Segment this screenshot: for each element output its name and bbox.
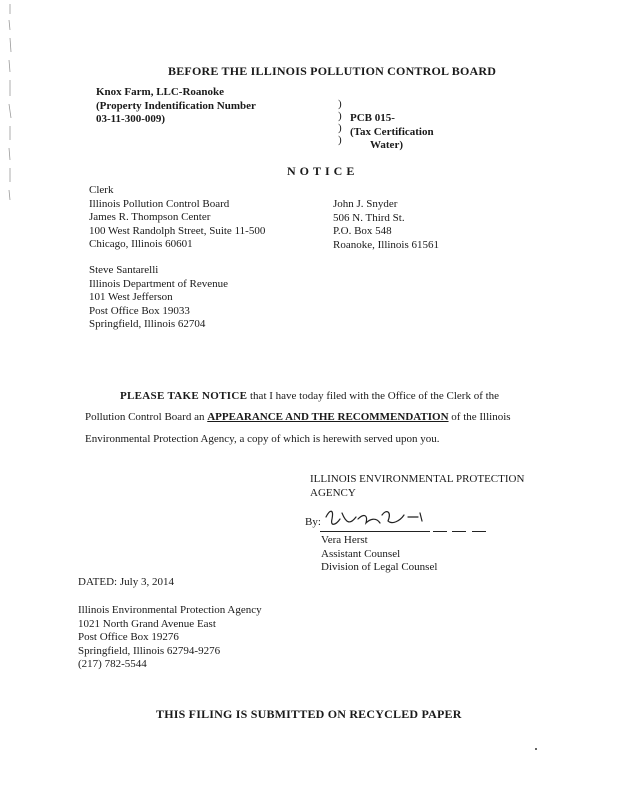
signer-name: Vera Herst	[321, 534, 368, 546]
address-line: P.O. Box 548	[333, 225, 392, 237]
signature-line	[320, 531, 430, 532]
docket-number: PCB 015-	[350, 112, 395, 124]
signature-line-dash	[472, 531, 486, 532]
address-line: Clerk	[89, 184, 114, 196]
notice-text: Pollution Control Board an	[85, 411, 208, 423]
scan-speck	[535, 748, 537, 750]
address-line: Illinois Department of Revenue	[89, 277, 228, 290]
scan-margin-marks	[3, 0, 17, 210]
signer-division: Division of Legal Counsel	[321, 561, 438, 573]
agency-line: AGENCY	[310, 486, 356, 499]
addressee-snyder	[333, 198, 439, 252]
addressee-revenue	[89, 264, 228, 332]
filed-document-title: APPEARANCE AND THE RECOMMENDATION	[207, 411, 449, 423]
address-line: Illinois Environmental Protection Agency	[78, 604, 262, 616]
signature-line-dash	[433, 531, 447, 532]
address-line: 101 West Jefferson	[89, 291, 173, 303]
notice-lead: PLEASE TAKE NOTICE	[120, 390, 248, 402]
signature-agency	[310, 473, 524, 500]
notice-text: that I have today filed with the Office of the Clerk of the	[247, 390, 500, 402]
dated-line: DATED: July 3, 2014	[78, 576, 174, 588]
address-line: Illinois Pollution Control Board	[89, 197, 230, 210]
address-line: 100 West Randolph Street, Suite 11-500	[89, 224, 266, 237]
address-line: Springfield, Illinois 62794-9276	[78, 644, 221, 657]
notice-text: of the Illinois	[448, 411, 511, 423]
address-line: Steve Santarelli	[89, 264, 159, 276]
document-heading: BEFORE THE ILLINOIS POLLUTION CONTROL BOARD	[168, 64, 497, 78]
addressee-clerk	[89, 184, 265, 252]
caption-line: (Property Indentification Number	[96, 99, 256, 112]
address-line: Post Office Box 19033	[89, 304, 190, 317]
recycled-paper-footer: THIS FILING IS SUBMITTED ON RECYCLED PAPER	[156, 707, 462, 721]
address-line: 1021 North Grand Avenue East	[78, 617, 216, 630]
notice-body-line-1	[120, 389, 499, 403]
address-line: Post Office Box 19276	[78, 631, 179, 643]
signer-details	[321, 534, 437, 575]
address-line: John J. Snyder	[333, 198, 398, 210]
address-line: James R. Thompson Center	[89, 211, 211, 223]
handwritten-signature	[322, 505, 432, 533]
docket-line: (Tax Certification	[350, 125, 434, 138]
caption-line: 03-11-300-009)	[96, 113, 166, 125]
address-line: (217) 782-5544	[78, 658, 147, 670]
caption-brackets: ) ) ) )	[338, 98, 342, 146]
signature-line-dash	[452, 531, 466, 532]
address-line: 506 N. Third St.	[333, 211, 405, 224]
case-caption-party	[96, 86, 256, 127]
address-line: Chicago, Illinois 60601	[89, 238, 193, 250]
address-line: Springfield, Illinois 62704	[89, 318, 206, 330]
signer-title: Assistant Counsel	[321, 547, 401, 560]
docket-line: Water)	[370, 139, 403, 151]
address-line: Roanoke, Illinois 61561	[333, 238, 440, 251]
agency-address	[78, 604, 262, 672]
notice-body-line-3: Environmental Protection Agency, a copy of which is herewith served upon you.	[85, 433, 440, 445]
by-label: By:	[305, 516, 321, 528]
case-caption-docket	[350, 112, 434, 153]
notice-title: NOTICE	[287, 164, 359, 178]
caption-line: Knox Farm, LLC-Roanoke	[96, 86, 225, 98]
agency-line: ILLINOIS ENVIRONMENTAL PROTECTION	[310, 473, 525, 485]
notice-body-line-2	[85, 410, 511, 424]
